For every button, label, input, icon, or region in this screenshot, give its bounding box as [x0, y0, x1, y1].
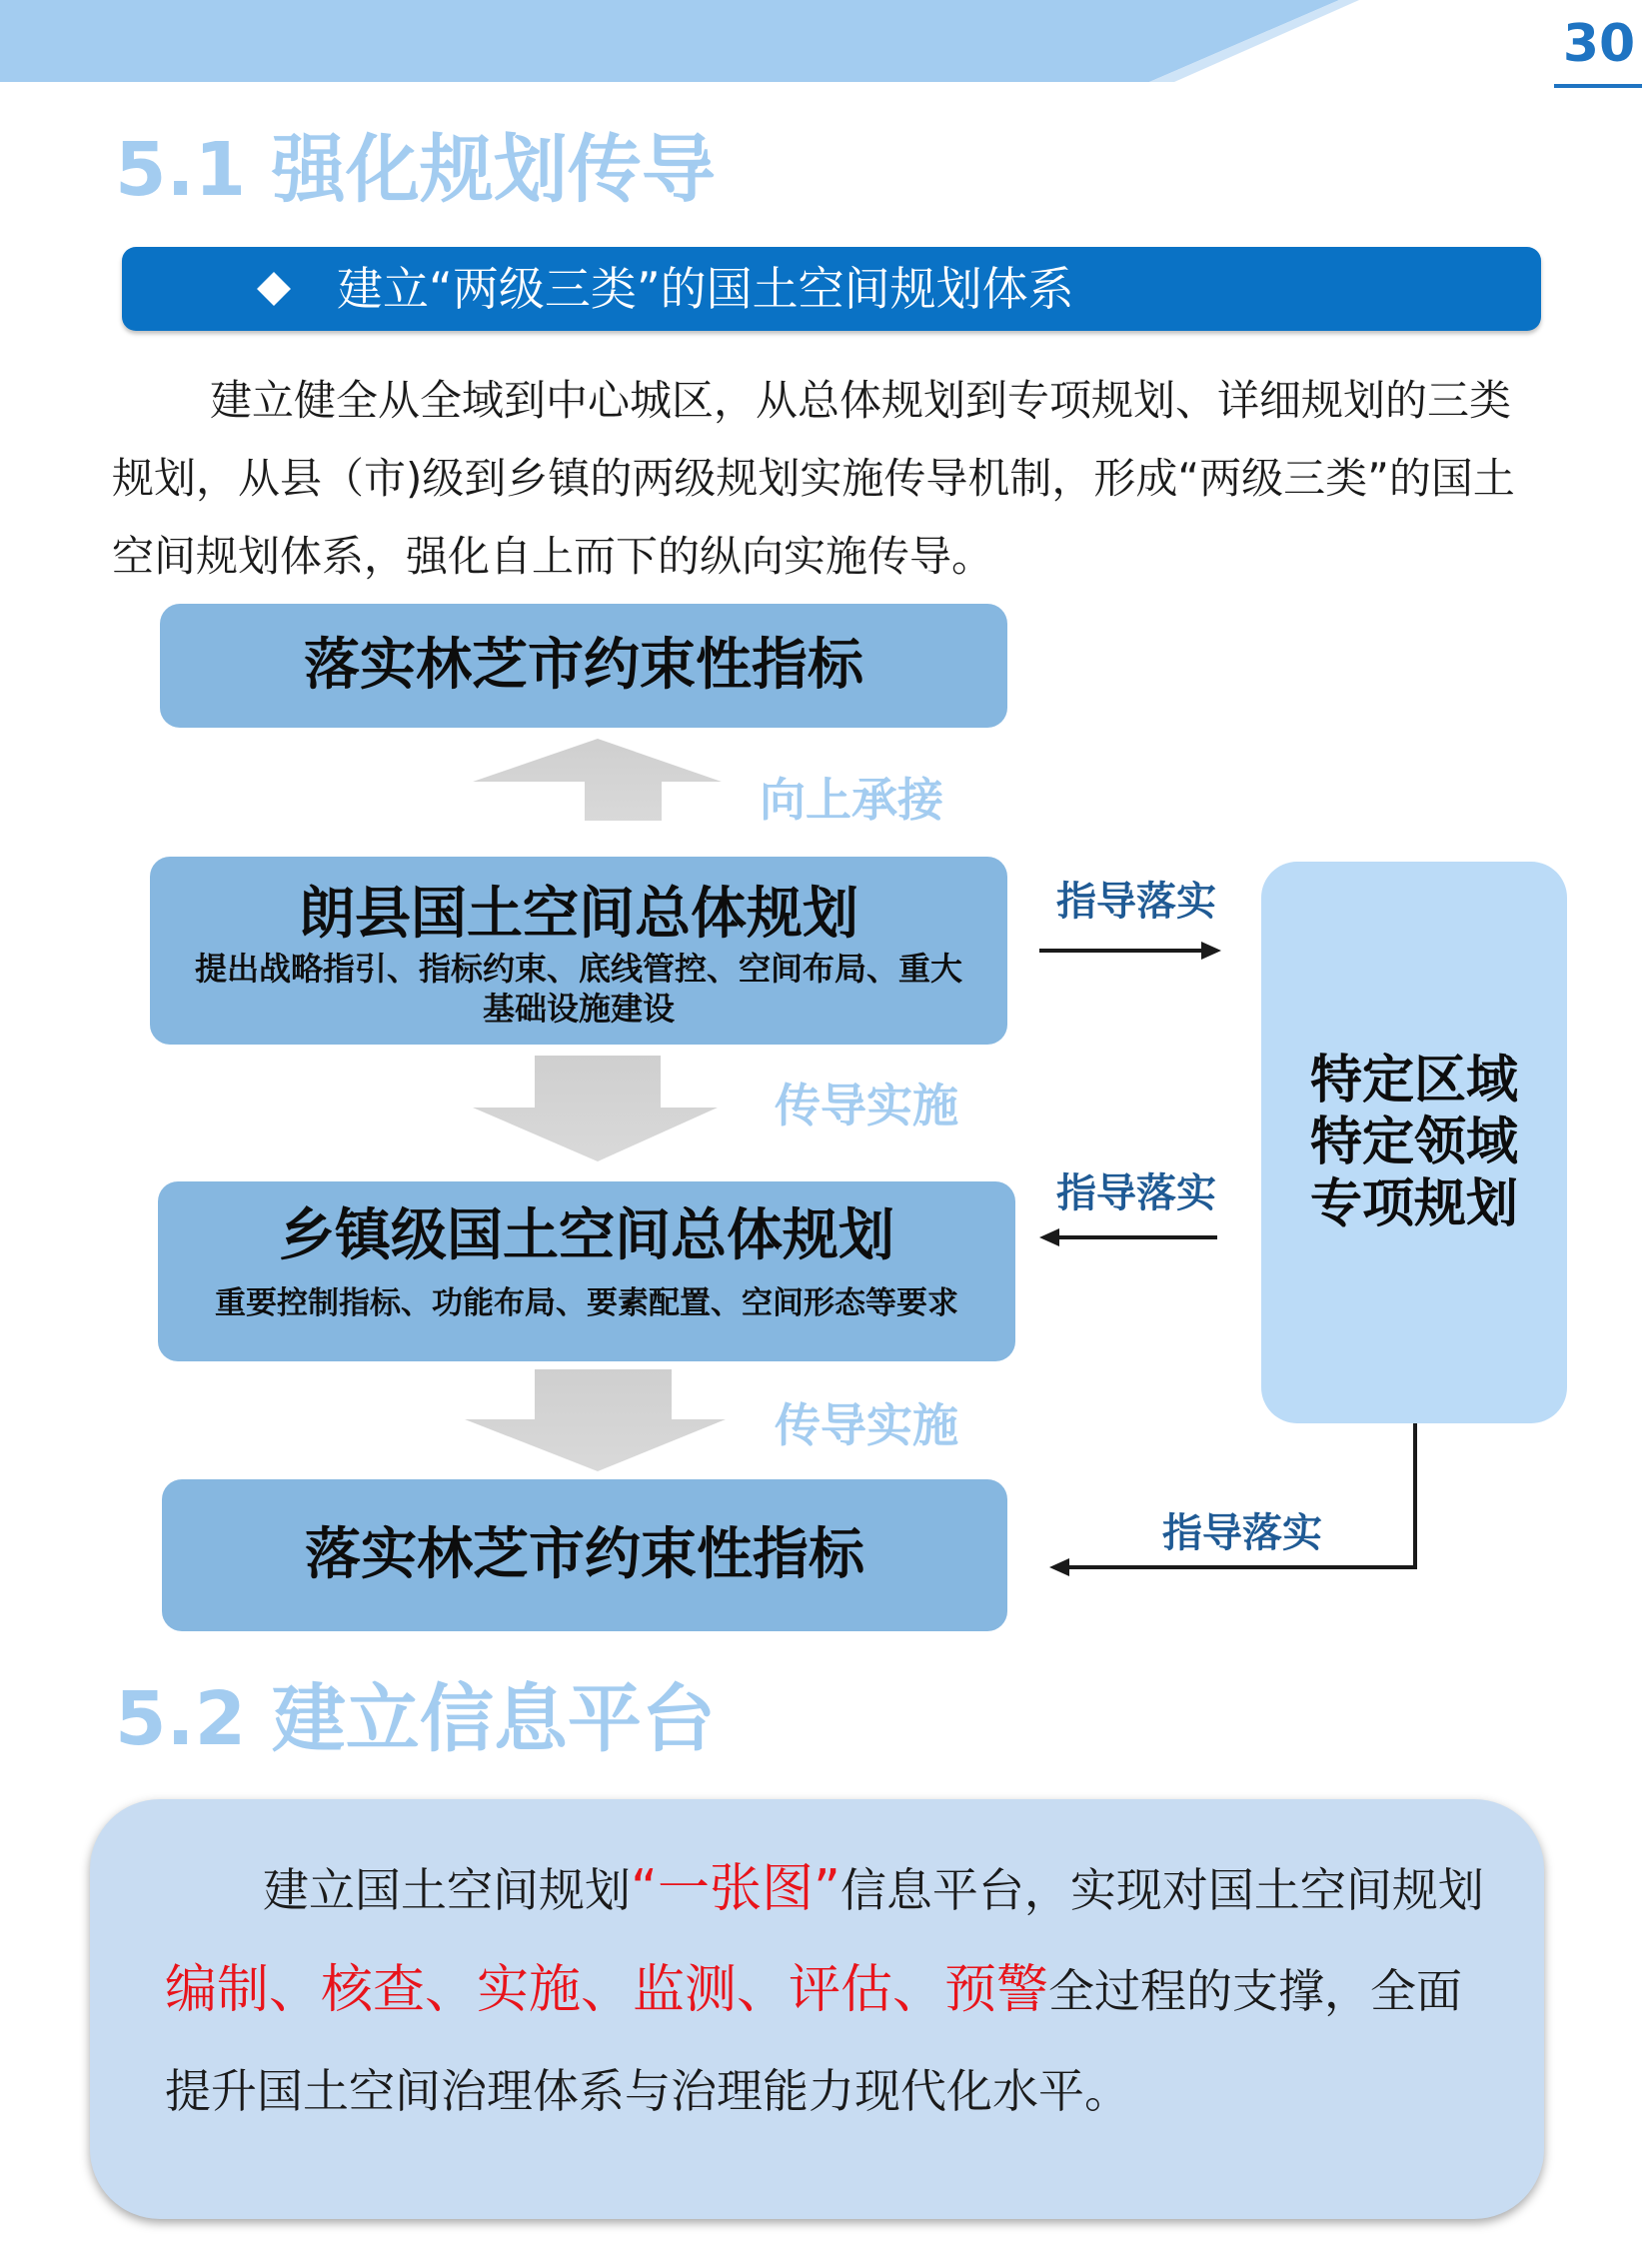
flow-box-township-plan-desc: 重要控制指标、功能布局、要素配置、空间形态等要求 [215, 1285, 958, 1321]
down-arrow-icon-2 [465, 1369, 726, 1471]
down-arrow-icon-1 [473, 1056, 718, 1161]
section-title-5-2: 5.2 建立信息平台 [115, 1676, 716, 1762]
diamond-bullet-icon [257, 272, 291, 306]
left-arrow-head-icon [1039, 1228, 1059, 1246]
section1-paragraph [112, 362, 1541, 596]
info-card [90, 1799, 1544, 2219]
info-card-text [165, 1839, 1484, 2141]
info-text-highlight-one-map: “一张图” [631, 1859, 840, 1919]
sub-banner [122, 247, 1541, 331]
flow-box-county-plan [150, 857, 1007, 1045]
flow-box-top [160, 604, 1007, 728]
guide-label-2: 指导落实 [1056, 1170, 1216, 1216]
flow-box-county-plan-desc: 提出战略指引、指标约束、底线管控、空间布局、重大基础设施建设 [194, 950, 962, 1028]
section1-paragraph-text: 建立健全从全域到中心城区，从总体规划到专项规划、详细规划的三类规划，从县（市)级到乡镇的两级规划实施传导机制，形成“两级三类”的国土空间规划体系，强化自上而下的纵向实施传导。 [112, 376, 1515, 581]
flow-box-township-plan-title: 乡镇级国土空间总体规划 [279, 1203, 894, 1268]
guide-label-1: 指导落实 [1056, 879, 1216, 925]
flow-box-county-plan-title: 朗县国土空间总体规划 [299, 882, 858, 947]
flow-box-bottom-title: 落实林芝市约束性指标 [305, 1522, 864, 1587]
elbow-arrow-head-icon [1049, 1558, 1069, 1576]
flow-box-top-title: 落实林芝市约束性指标 [304, 633, 863, 698]
side-box-text [1261, 1050, 1567, 1235]
info-text-c: 信息平台，实现对国土空间规划 [839, 1863, 1484, 1917]
info-text-highlight-stages: 编制、核查、实施、监测、评估、预警 [165, 1960, 1049, 2020]
label-downward-1: 传导实施 [775, 1079, 958, 1132]
up-arrow-icon [473, 739, 722, 821]
label-upward: 向上承接 [760, 773, 943, 827]
flow-box-township-plan [158, 1181, 1015, 1361]
info-text-e: 全过程的支撑，全面提升国土空间治理体系与治理能力现代化水平。 [165, 1964, 1463, 2118]
sub-banner-text: 建立“两级三类”的国土空间规划体系 [337, 262, 1074, 316]
info-text-a: 建立国土空间规划 [263, 1863, 631, 1917]
side-box-line-2: 特定领域 [1309, 1113, 1518, 1172]
side-box-line-3: 专项规划 [1309, 1174, 1518, 1234]
top-banner [0, 0, 1652, 90]
page-number-rule [1554, 84, 1642, 88]
side-box-special-plans [1261, 862, 1567, 1423]
side-box-line-1: 特定区域 [1309, 1051, 1518, 1111]
section-title-5-1: 5.1 强化规划传导 [115, 127, 716, 213]
label-downward-2: 传导实施 [775, 1398, 958, 1452]
right-arrow-head-icon [1201, 942, 1221, 960]
flow-box-bottom [162, 1479, 1007, 1631]
page-number: 30 [1562, 14, 1636, 74]
guide-label-3: 指导落实 [1162, 1510, 1322, 1556]
